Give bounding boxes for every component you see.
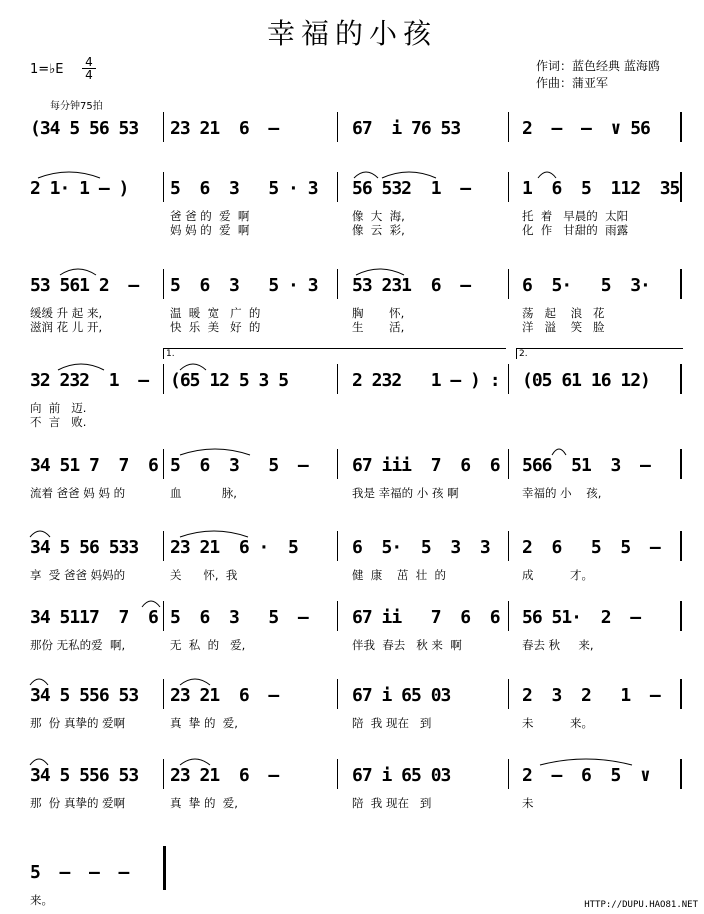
slur-marks bbox=[0, 607, 704, 637]
measure-notes: 23 21 6 – bbox=[170, 118, 279, 139]
lyric-line-1: 温 暖 宽 广 的 bbox=[170, 306, 261, 320]
slur-arc bbox=[60, 269, 96, 275]
measure-notes: (65 12 5 3 5 bbox=[170, 370, 289, 391]
lyric-line-1: 春去 秋 来, bbox=[522, 638, 594, 652]
slur-marks bbox=[0, 765, 704, 795]
score-system bbox=[0, 685, 704, 745]
lyric-line-1: 血 脉, bbox=[170, 486, 237, 500]
measure-notes: 34 5 56 533 bbox=[30, 537, 139, 558]
measure-notes: 67 iii 7 6 6 bbox=[352, 455, 500, 476]
measure-notes: 1 6 5 112 35 bbox=[522, 178, 680, 199]
score-system bbox=[0, 349, 704, 430]
lyric-line-1: 健 康 茁 壮 的 bbox=[352, 568, 447, 582]
measure-notes: 23 21 6 – bbox=[170, 685, 279, 706]
slur-arc bbox=[180, 531, 248, 537]
time-signature bbox=[82, 56, 96, 81]
lyric-line-1: 荡 起 浪 花 bbox=[522, 306, 605, 320]
measure-notes: 34 51 7 7 6 bbox=[30, 455, 158, 476]
measure-notes: 34 5 556 53 bbox=[30, 765, 139, 786]
measure-notes: 2 6 5 5 – bbox=[522, 537, 660, 558]
lyricist-credit: 作词：蓝色经典 蓝海鸥 bbox=[536, 59, 660, 73]
measure-notes: 5 6 3 5 · 3 bbox=[170, 178, 318, 199]
measure-notes: 2 3 2 1 – bbox=[522, 685, 660, 706]
score-system bbox=[0, 607, 704, 667]
composer-credit: 作曲：蒲亚军 bbox=[536, 76, 609, 90]
measure-notes: 2 1· 1 – ) bbox=[30, 178, 129, 199]
lyric-line-1: 成 才。 bbox=[522, 568, 594, 582]
slur-arc bbox=[30, 531, 50, 537]
lyric-line-2: 洋 溢 笑 脸 bbox=[522, 320, 605, 334]
slur-arc bbox=[30, 679, 48, 685]
tempo-marking: 每分钟75拍 bbox=[50, 101, 103, 112]
slur-marks bbox=[0, 118, 704, 148]
lyric-line-1: 胸 怀, bbox=[352, 306, 405, 320]
measure-notes: 5 6 3 5 – bbox=[170, 455, 308, 476]
lyric-line-1: 陪 我 现在 到 bbox=[352, 716, 432, 730]
measure-notes: 56 51· 2 – bbox=[522, 607, 641, 628]
measure-notes: 67 i 65 03 bbox=[352, 685, 451, 706]
lyric-line-2: 快 乐 美 好 的 bbox=[170, 320, 261, 334]
measure-notes: 2 232 1 – ) : bbox=[352, 370, 500, 391]
volta-bracket: 2. bbox=[516, 348, 683, 359]
slur-arc bbox=[552, 449, 566, 455]
slur-arc bbox=[180, 364, 206, 370]
lyric-line-2: 化 作 甘甜的 雨露 bbox=[522, 223, 629, 237]
key-label: 1=♭E bbox=[30, 62, 64, 77]
lyric-line-1: 真 挚 的 爱, bbox=[170, 796, 238, 810]
time-bottom: 4 bbox=[85, 68, 93, 82]
measure-notes: 32 232 1 – bbox=[30, 370, 149, 391]
lyric-line-1: 那份 无私的爱 啊, bbox=[30, 638, 126, 652]
measure-notes: 56 532 1 – bbox=[352, 178, 471, 199]
measure-notes: 5 6 3 5 · 3 bbox=[170, 275, 318, 296]
measure-notes: 53 231 6 – bbox=[352, 275, 471, 296]
lyric-line-2: 生 活, bbox=[352, 320, 405, 334]
lyric-line-1: 未 bbox=[522, 796, 534, 810]
lyric-line-2: 像 云 彩, bbox=[352, 223, 405, 237]
measure-notes: 34 5117 7 6 bbox=[30, 607, 158, 628]
slur-arc bbox=[356, 269, 404, 275]
slur-marks bbox=[0, 455, 704, 485]
slur-arc bbox=[180, 679, 210, 685]
score-system bbox=[0, 537, 704, 597]
measure-notes: 2 – 6 5 ∨ bbox=[522, 765, 650, 786]
time-top: 4 bbox=[82, 56, 96, 69]
lyric-line-1: 幸福的 小 孩, bbox=[522, 486, 602, 500]
lyric-line-1: 来。 bbox=[30, 893, 53, 907]
lyric-line-1: 我是 幸福的 小 孩 啊 bbox=[352, 486, 459, 500]
lyric-line-1: 那 份 真挚的 爱啊 bbox=[30, 716, 126, 730]
lyric-line-1: 像 大 海, bbox=[352, 209, 405, 223]
slur-arc bbox=[540, 759, 632, 765]
key-signature bbox=[30, 55, 93, 82]
lyric-line-1: 那 份 真挚的 爱啊 bbox=[30, 796, 126, 810]
slur-marks bbox=[0, 685, 704, 715]
score-system bbox=[0, 178, 704, 238]
lyric-line-1: 托 着 早晨的 太阳 bbox=[522, 209, 629, 223]
slur-marks bbox=[0, 370, 704, 400]
lyric-line-2: 妈 妈 的 爱 啊 bbox=[170, 223, 250, 237]
lyric-line-2: 不 言 败. bbox=[30, 415, 87, 429]
measure-notes: 34 5 556 53 bbox=[30, 685, 139, 706]
score-system bbox=[0, 118, 704, 178]
score-system bbox=[0, 765, 704, 825]
volta-bracket: 1. bbox=[163, 348, 506, 359]
lyric-line-1: 无 私 的 爱, bbox=[170, 638, 246, 652]
measure-notes: 53 561 2 – bbox=[30, 275, 139, 296]
measure-notes: 67 i 76 53 bbox=[352, 118, 461, 139]
measure-notes: 5 – – – bbox=[30, 862, 129, 883]
measure-notes: 2 – – ∨ 56 bbox=[522, 118, 650, 139]
measure-notes: 6 5· 5 3 3 bbox=[352, 537, 490, 558]
measure-notes: 5 6 3 5 – bbox=[170, 607, 308, 628]
slur-arc bbox=[142, 601, 160, 607]
lyric-line-1: 流着 爸爸 妈 妈 的 bbox=[30, 486, 126, 500]
lyric-line-1: 向 前 迈. bbox=[30, 401, 87, 415]
measure-notes: 67 i 65 03 bbox=[352, 765, 451, 786]
lyric-line-1: 缓缓 升 起 来, bbox=[30, 306, 103, 320]
measure-notes: 23 21 6 – bbox=[170, 765, 279, 786]
slur-marks bbox=[0, 862, 704, 892]
lyric-line-1: 伴我 春去 秋 来 啊 bbox=[352, 638, 462, 652]
slur-arc bbox=[180, 449, 250, 455]
slur-marks bbox=[0, 537, 704, 567]
slur-arc bbox=[180, 759, 210, 765]
lyric-line-1: 享 受 爸爸 妈妈的 bbox=[30, 568, 126, 582]
measure-notes: 566 51 3 – bbox=[522, 455, 650, 476]
slur-arc bbox=[30, 759, 48, 765]
footer-site: HTTP://DUPU.HAO81.NET bbox=[584, 900, 698, 910]
score-system bbox=[0, 455, 704, 515]
slur-marks bbox=[0, 178, 704, 208]
score-system bbox=[0, 275, 704, 335]
measure-notes: 23 21 6 · 5 bbox=[170, 537, 298, 558]
slur-arc bbox=[58, 364, 104, 370]
measure-notes: 6 5· 5 3· bbox=[522, 275, 650, 296]
lyric-line-2: 滋润 花 儿 开, bbox=[30, 320, 103, 334]
song-title: 幸福的小孩 bbox=[266, 17, 437, 50]
measure-notes: (34 5 56 53 bbox=[30, 118, 139, 139]
lyric-line-1: 真 挚 的 爱, bbox=[170, 716, 238, 730]
slur-marks bbox=[0, 275, 704, 305]
lyric-line-1: 未 来。 bbox=[522, 716, 594, 730]
lyric-line-1: 陪 我 现在 到 bbox=[352, 796, 432, 810]
measure-notes: (05 61 16 12) bbox=[522, 370, 650, 391]
measure-notes: 67 ii 7 6 6 bbox=[352, 607, 500, 628]
lyric-line-1: 爸 爸 的 爱 啊 bbox=[170, 209, 250, 223]
lyric-line-1: 关 怀, 我 bbox=[170, 568, 238, 582]
